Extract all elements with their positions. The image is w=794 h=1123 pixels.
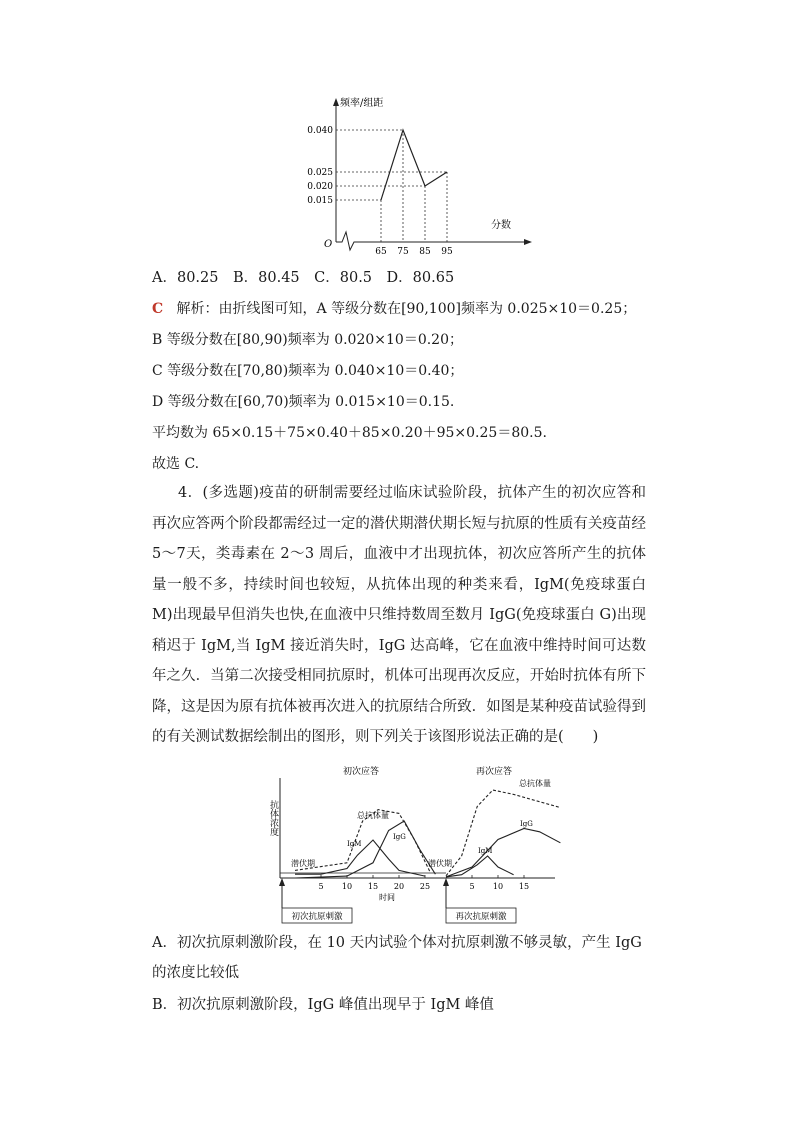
q3-options: A．80.25 B．80.45 C．80.5 D．80.65 bbox=[152, 270, 455, 286]
chart2-igm-label: IgM bbox=[347, 840, 362, 848]
chart2-x-tick-label: 5 bbox=[318, 882, 324, 891]
chart2-x-label: 时间 bbox=[379, 893, 395, 902]
chart1-origin: O bbox=[324, 239, 333, 250]
chart1-x-label: 分数 bbox=[491, 220, 511, 231]
chart1-y-tick-label: 0.025 bbox=[307, 168, 333, 178]
chart2-latent2-label: 潜伏期 bbox=[428, 859, 452, 868]
chart2-x-tick-label: 20 bbox=[393, 882, 405, 891]
q4-option-b: B．初次抗原刺激阶段，IgG 峰值出现早于 IgM 峰值 bbox=[152, 997, 494, 1013]
q3-answer-letter: C bbox=[152, 301, 164, 317]
chart2-x-tick-label: 15 bbox=[367, 882, 379, 891]
chart2-secondary-stimulus-label: 再次抗原刺激 bbox=[455, 912, 507, 922]
q3-analysis-label: 解析： bbox=[176, 301, 219, 317]
chart1-x-tick-label: 65 bbox=[375, 247, 387, 257]
antibody-response-chart bbox=[270, 760, 560, 930]
chart2-igm2-label: IgM bbox=[478, 847, 493, 855]
chart2-igg-curve bbox=[295, 821, 435, 878]
chart2-primary-stimulus-label: 初次抗原刺激 bbox=[291, 912, 343, 922]
q4-option-a-text: A．初次抗原刺激阶段，在 10 天内试验个体对抗原刺激不够灵敏，产生 IgG 的浓度比较低 bbox=[152, 935, 642, 981]
q3-analysis-line5: 平均数为 65×0.15＋75×0.40＋85×0.20＋95×0.25＝80.5. bbox=[152, 425, 547, 441]
chart1-y-label: 频率/组距 bbox=[340, 98, 384, 109]
q3-analysis-line3: C 等级分数在[70,80)频率为 0.040×10＝0.40； bbox=[152, 363, 464, 379]
chart2-x-tick-label: 10 bbox=[341, 882, 353, 891]
chart2-x-tick-label: 10 bbox=[492, 882, 504, 891]
chart1-series-line bbox=[381, 130, 447, 200]
q4-stem bbox=[152, 478, 646, 753]
q3-analysis-line4: D 等级分数在[60,70)频率为 0.015×10＝0.15. bbox=[152, 394, 455, 410]
chart1-y-tick-label: 0.015 bbox=[307, 196, 333, 206]
chart2-primary-stimulus-arrow bbox=[279, 878, 285, 886]
chart2-plot bbox=[268, 765, 560, 923]
q3-analysis-line2: B 等级分数在[80,90)频率为 0.020×10＝0.20； bbox=[152, 332, 463, 348]
chart1-x-tick-label: 75 bbox=[397, 247, 409, 257]
chart2-total-label: 总抗体量 bbox=[357, 811, 389, 820]
chart2-total2-curve bbox=[446, 790, 560, 876]
chart1-x-arrow bbox=[524, 239, 532, 245]
chart1-x-tick-label: 95 bbox=[441, 247, 453, 257]
chart2-secondary-stimulus-arrow bbox=[443, 878, 449, 886]
chart2-primary-label: 初次应答 bbox=[343, 767, 380, 777]
chart2-latent-label: 潜伏期 bbox=[291, 859, 315, 868]
chart2-x-tick-label: 15 bbox=[518, 882, 530, 891]
chart1-y-tick-label: 0.020 bbox=[307, 182, 333, 192]
chart2-x-tick-label: 5 bbox=[469, 882, 475, 891]
chart2-total2-label: 总抗体量 bbox=[519, 779, 551, 788]
chart2-secondary-label: 再次应答 bbox=[476, 767, 513, 777]
q3-analysis-line1 bbox=[152, 299, 636, 319]
chart1-x-axis bbox=[336, 232, 526, 250]
chart1-y-arrow bbox=[333, 98, 339, 106]
chart1-y-tick-label: 0.040 bbox=[307, 126, 333, 136]
chart2-y-label: 抗体浓度 bbox=[268, 800, 278, 836]
chart2-igg-label: IgG bbox=[393, 833, 406, 841]
q3-analysis-line6: 故选 C. bbox=[152, 456, 200, 472]
frequency-polygon-chart bbox=[300, 92, 530, 257]
chart1-plot bbox=[307, 96, 532, 257]
chart2-x-tick-label: 25 bbox=[419, 882, 431, 891]
chart2-igg2-label: IgG bbox=[520, 820, 533, 828]
q4-stem-text: 4．(多选题)疫苗的研制需要经过临床试验阶段，抗体产生的初次应答和再次应答两个阶段都需经过一定的潜伏期潜伏期长短与抗原的性质有关疫苗经5～7天，类毒素在 2～3 周后，血液中才出现抗体，初次应答所产生的抗体量一般不多，持续时间也较短，从抗体出现的种类来看，IgM(免疫球蛋白 M)出现最早但消失也快,在血液中只维持数周至数月 IgG(免疫球蛋白 G)出现稍迟于 IgM,当 IgM 接近消失时，IgG 达高峰，它在血液中维持时间可达数年之久．当第二次接受相同抗原时，机体可出现再次反应，开始时抗体有所下降，这是因为原有抗体被再次进入的抗原结合所致．如图是某种疫苗试验得到的有关测试数据绘制出的图形，则下列关于该图形说法正确的是( ) bbox=[152, 485, 646, 745]
q3-analysis-text1: 由折线图可知，A 等级分数在[90,100]频率为 0.025×10＝0.25； bbox=[218, 301, 637, 317]
chart1-x-tick-label: 85 bbox=[419, 247, 431, 257]
q4-option-a bbox=[152, 928, 646, 988]
